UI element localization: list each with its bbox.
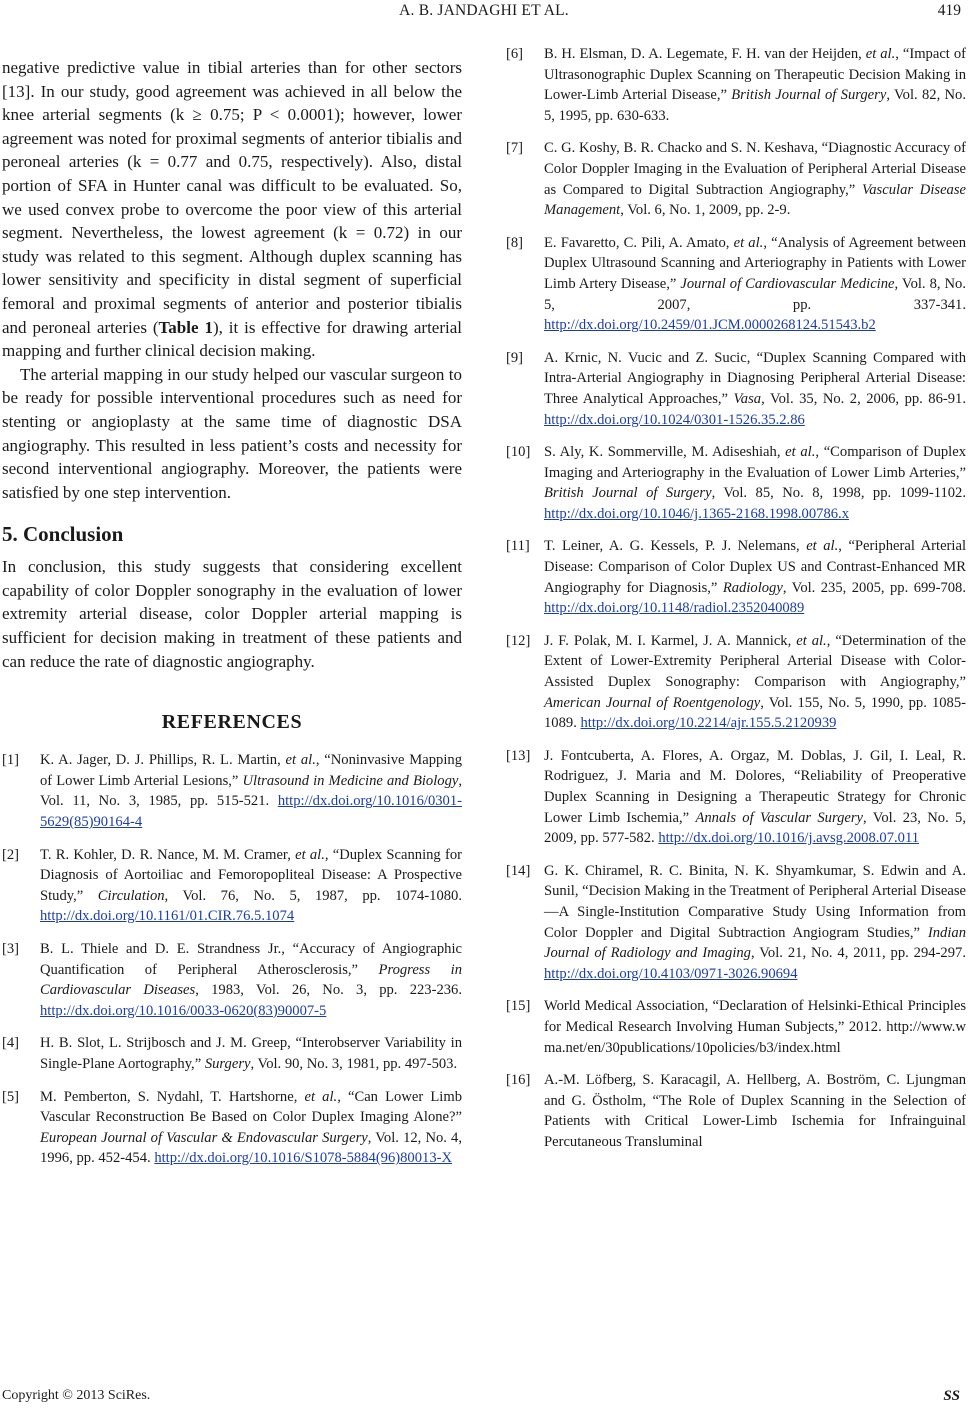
reference-journal: British Journal of Surgery <box>731 87 887 104</box>
reference-doi-link[interactable]: http://dx.doi.org/10.2459/01.JCM.0000268124.51543.b2 <box>544 317 876 334</box>
reference-details: , Vol. 8, No. 5, 2007, pp. 337-341. <box>544 275 966 313</box>
reference-web-url: http://www.wma.net/en/30publications/10policies/b3/index.html <box>544 1018 966 1056</box>
reference-text: T. Leiner, A. G. Kessels, P. J. Nelemans, <box>544 538 807 555</box>
reference-text: B. H. Elsman, D. A. Legemate, F. H. van der Heijden, <box>544 46 866 62</box>
reference-title: , “Noninvasive Mapping of Lower Limb Arterial Lesions,” <box>40 752 462 789</box>
reference-text: E. Favaretto, C. Pili, A. Amato, <box>544 234 734 251</box>
reference-number: [15] <box>506 998 531 1015</box>
reference-details: , Vol. 6, No. 1, 2009, pp. 2-9. <box>620 202 791 219</box>
reference-item <box>506 536 966 618</box>
reference-item <box>506 746 966 849</box>
reference-doi-link[interactable]: http://dx.doi.org/10.1024/0301-1526.35.2.86 <box>544 411 805 428</box>
reference-journal: American Journal of Roentgenology <box>544 694 761 711</box>
reference-list-left <box>2 750 462 1169</box>
reference-title: , “Can Lower Limb Vascular Reconstruction Be Based on Color Duplex Imaging Alone?” <box>40 1088 462 1126</box>
mapping-paragraph: The arterial mapping in our study helped our vascular surgeon to be ready for possible interventional procedures such as need for stenting or angioplasty at the same time of diagnostic DSA angiography. This resulted in less patient’s costs and necessity for second interventional angiography. Moreover, the patients were satisfied by one step intervention. <box>2 364 462 502</box>
reference-etal: et al. <box>785 444 816 461</box>
reference-etal: et al. <box>806 538 839 555</box>
reference-item <box>506 996 966 1058</box>
reference-title: , “Analysis of Agreement between Duplex Ultrasound Scanning and Arteriography in Patients with Lower Limb Artery Disease,” <box>544 234 966 292</box>
copyright-notice: Copyright © 2013 SciRes. <box>2 1388 151 1403</box>
reference-journal: Annals of Vascular Surgery <box>695 809 864 826</box>
reference-doi-link[interactable]: http://dx.doi.org/10.1016/0033-0620(83)90007-5 <box>40 1002 327 1019</box>
reference-item <box>506 44 966 126</box>
reference-details: , Vol. 90, No. 3, 1981, pp. 497-503. <box>250 1055 458 1072</box>
reference-journal: Vasa <box>733 390 762 407</box>
reference-doi-link[interactable]: http://dx.doi.org/10.1016/S1078-5884(96)80013-X <box>154 1150 453 1167</box>
page-header <box>0 2 968 24</box>
reference-etal: et al. <box>865 46 896 62</box>
reference-text: H. B. Slot, L. Strijbosch and J. M. Greep, “Interobserver Variability in Single-Plane Aortography,” <box>40 1035 462 1072</box>
reference-text: A.-M. Löfberg, S. Karacagil, A. Hellberg, A. Boström, C. Ljungman and G. Östholm, “The Role of Duplex Scanning in the Selection of Patients with Critical Lower-Limb Ischemia for Infrainguinal Percutaneous Transluminal <box>544 1072 966 1150</box>
reference-doi-link[interactable]: http://dx.doi.org/10.1016/j.avsg.2008.07.011 <box>658 830 919 847</box>
reference-title: , “Duplex Scanning for Diagnosis of Aortoiliac and Femoropopliteal Disease: A Prospective Study,” <box>40 846 462 904</box>
reference-number: [13] <box>506 747 531 764</box>
reference-text: C. G. Koshy, B. R. Chacko and S. N. Keshava, “Diagnostic Accuracy of Color Doppler Imaging in the Evaluation of Peripheral Arterial Disease as Compared to Digital Subtraction Angiography,” <box>544 140 966 198</box>
reference-text: T. R. Kohler, D. R. Nance, M. M. Cramer, <box>40 846 296 863</box>
journal-abbrev: SS <box>943 1388 960 1404</box>
reference-list-right <box>506 44 966 1153</box>
reference-etal: et al. <box>304 1088 338 1105</box>
reference-etal: et al. <box>733 234 764 251</box>
reference-details: , Vol. 76, No. 5, 1987, pp. 1074-1080. <box>164 887 462 904</box>
conclusion-heading: 5. Conclusion <box>2 522 124 547</box>
reference-details: , Vol. 35, No. 2, 2006, pp. 86-91. <box>761 390 967 407</box>
reference-doi-link[interactable]: http://dx.doi.org/10.1046/j.1365-2168.1998.00786.x <box>544 505 849 522</box>
reference-doi-link[interactable]: http://dx.doi.org/10.2214/ajr.155.5.2120939 <box>580 715 837 732</box>
reference-text: World Medical Association, “Declaration of Helsinki-Ethical Principles for Medical Research Involving Human Subjects,” 2012. <box>544 998 966 1035</box>
reference-number: [6] <box>506 46 524 62</box>
reference-text: A. Krnic, N. Vucic and Z. Sucic, “Duplex Scanning Compared with Intra-Arterial Angiography in Diagnosing Peripheral Arterial Disease: Three Analytical Approaches,” <box>544 349 966 407</box>
reference-details: , Vol. 21, No. 4, 2011, pp. 294-297. <box>750 945 966 962</box>
references-heading: REFERENCES <box>161 711 303 734</box>
reference-text: B. L. Thiele and D. E. Strandness Jr., “Accuracy of Angiographic Quantification of Peripheral Atherosclerosis,” <box>40 941 462 978</box>
right-column <box>506 44 966 1165</box>
reference-journal: Progress in Cardiovascular Diseases <box>40 961 463 999</box>
reference-title: , “Impact of Ultrasonographic Duplex Scanning on Therapeutic Decision Making in Lower-Limb Arterial Disease,” <box>544 46 966 104</box>
reference-number: [16] <box>506 1072 531 1089</box>
reference-journal: British Journal of Surgery <box>544 485 712 502</box>
page-number: 419 <box>937 2 961 19</box>
reference-item <box>2 1033 462 1074</box>
reference-number: [9] <box>506 349 524 366</box>
reference-journal: Vascular Disease Management <box>544 181 966 219</box>
reference-details: , Vol. 85, No. 8, 1998, pp. 1099-1102. <box>711 485 966 502</box>
running-head: A. B. JANDAGHI ET AL. <box>399 2 569 19</box>
left-column <box>2 56 462 1181</box>
reference-etal: et al. <box>285 752 316 769</box>
reference-item <box>506 348 966 430</box>
reference-number: [4] <box>2 1035 20 1052</box>
reference-journal: European Journal of Vascular & Endovascular Surgery <box>40 1129 368 1146</box>
reference-doi-link[interactable]: http://dx.doi.org/10.1148/radiol.2352040089 <box>544 600 805 617</box>
reference-item <box>2 1087 462 1169</box>
reference-number: [10] <box>506 444 531 461</box>
reference-text: J. Fontcuberta, A. Flores, A. Orgaz, M. Doblas, J. Gil, I. Leal, R. Rodriguez, J. Maria and M. Dolores, “Reliability of Preoperative Duplex Scanning in Designing a Therapeutic Strategy for Chronic Lower Limb Ischemia,” <box>544 747 966 826</box>
reference-journal: Circulation <box>97 887 165 904</box>
reference-details: , Vol. 12, No. 4, 1996, pp. 452-454. <box>40 1129 463 1167</box>
reference-text: G. K. Chiramel, R. C. Binita, N. K. Shyamkumar, S. Edwin and A. Sunil, “Decision Making in the Treatment of Peripheral Arterial Disease—A Single-Institution Comparative Study Using Information from Color Doppler and Digital Subtraction Angiogram Studies,” <box>544 862 966 941</box>
reference-item <box>506 233 966 336</box>
reference-journal: Journal of Cardiovascular Medicine <box>680 275 895 292</box>
reference-details: , Vol. 82, No. 5, 1995, pp. 630-633. <box>544 87 967 124</box>
reference-item <box>506 631 966 734</box>
discussion-paragraph: negative predictive value in tibial arteries than for other sectors [13]. In our study, good agreement was achieved in all below the knee arterial segments (k ≥ 0.75; P < 0.0001); however, lower agreement was noted for proximal segments of anterior tibialis and peroneal arteries (k = 0.77 and 0.75, respectively). Also, distal portion of SFA in Hunter canal was difficult to be evaluated. So, we used convex probe to overcome the poor view of this arterial segment. Nevertheless, the lowest agreement (k = 0.72) in our study was related to this segment. Although duplex scanning has lower sensitivity and specificity in distal segment of superficial femoral and proximal segments of anterior and posterior tibialis and peroneal arteries (Table 1), it is effective for drawing arterial mapping and further clinical decision making. <box>2 58 463 361</box>
reference-title: , “Peripheral Arterial Disease: Comparison of Color Duplex US and Contrast-Enhanced MR Angiography for Diagnosis,” <box>544 538 967 596</box>
reference-number: [7] <box>506 140 524 157</box>
reference-details: , Vol. 155, No. 5, 1990, pp. 1085-1089. <box>544 694 966 732</box>
reference-text: S. Aly, K. Sommerville, M. Adiseshiah, <box>544 444 786 461</box>
reference-etal: et al. <box>796 632 827 649</box>
reference-title: , “Comparison of Duplex Imaging and Arteriography in the Evaluation of Lower Limb Arteries,” <box>544 444 966 481</box>
reference-etal: et al. <box>295 846 325 863</box>
conclusion-text: In conclusion, this study suggests that considering excellent capability of color Doppler sonography in the evaluation of lower extremity arterial disease, color Doppler arterial mapping is sufficient for decision making in treatment of these patients and can reduce the rate of diagnostic angiography. <box>2 557 462 671</box>
reference-journal: Surgery <box>204 1055 251 1072</box>
reference-number: [5] <box>2 1088 20 1105</box>
reference-item <box>506 442 966 524</box>
reference-journal: Indian Journal of Radiology and Imaging <box>544 924 966 962</box>
reference-number: [11] <box>506 538 530 555</box>
reference-doi-link[interactable]: http://dx.doi.org/10.1016/0301-5629(85)90164-4 <box>40 793 462 831</box>
reference-item <box>506 138 966 220</box>
reference-item <box>506 1070 966 1152</box>
reference-number: [12] <box>506 632 531 649</box>
reference-number: [8] <box>506 234 524 251</box>
reference-details: , Vol. 23, No. 5, 2009, pp. 577-582. <box>544 809 967 847</box>
reference-item <box>2 939 462 1021</box>
page-footer <box>2 1388 964 1408</box>
reference-details: , 1983, Vol. 26, No. 3, pp. 223-236. <box>195 982 462 999</box>
reference-journal: Ultrasound in Medicine and Biology <box>242 772 459 789</box>
reference-details: , Vol. 235, 2005, pp. 699-708. <box>782 579 966 596</box>
reference-number: [14] <box>506 862 531 879</box>
reference-text: K. A. Jager, D. J. Phillips, R. L. Martin, <box>40 752 286 769</box>
reference-doi-link[interactable]: http://dx.doi.org/10.1161/01.CIR.76.5.1074 <box>40 908 295 925</box>
reference-title: , “Determination of the Extent of Lower-Extremity Peripheral Arterial Disease with Color-Assisted Duplex Sonography: Comparison with Angiography,” <box>544 632 966 691</box>
reference-number: [3] <box>2 941 20 957</box>
reference-doi-link[interactable]: http://dx.doi.org/10.4103/0971-3026.90694 <box>544 965 798 982</box>
reference-item <box>506 861 966 985</box>
reference-details: , Vol. 11, No. 3, 1985, pp. 515-521. <box>40 772 463 810</box>
reference-item <box>2 845 462 927</box>
reference-item <box>2 750 462 832</box>
reference-text: M. Pemberton, S. Nydahl, T. Hartshorne, <box>40 1088 305 1105</box>
reference-text: J. F. Polak, M. I. Karmel, J. A. Mannick, <box>544 632 797 649</box>
reference-number: [1] <box>2 752 20 769</box>
table-reference[interactable]: Table 1 <box>158 317 213 337</box>
reference-number: [2] <box>2 846 20 863</box>
reference-journal: Radiology <box>722 579 783 596</box>
